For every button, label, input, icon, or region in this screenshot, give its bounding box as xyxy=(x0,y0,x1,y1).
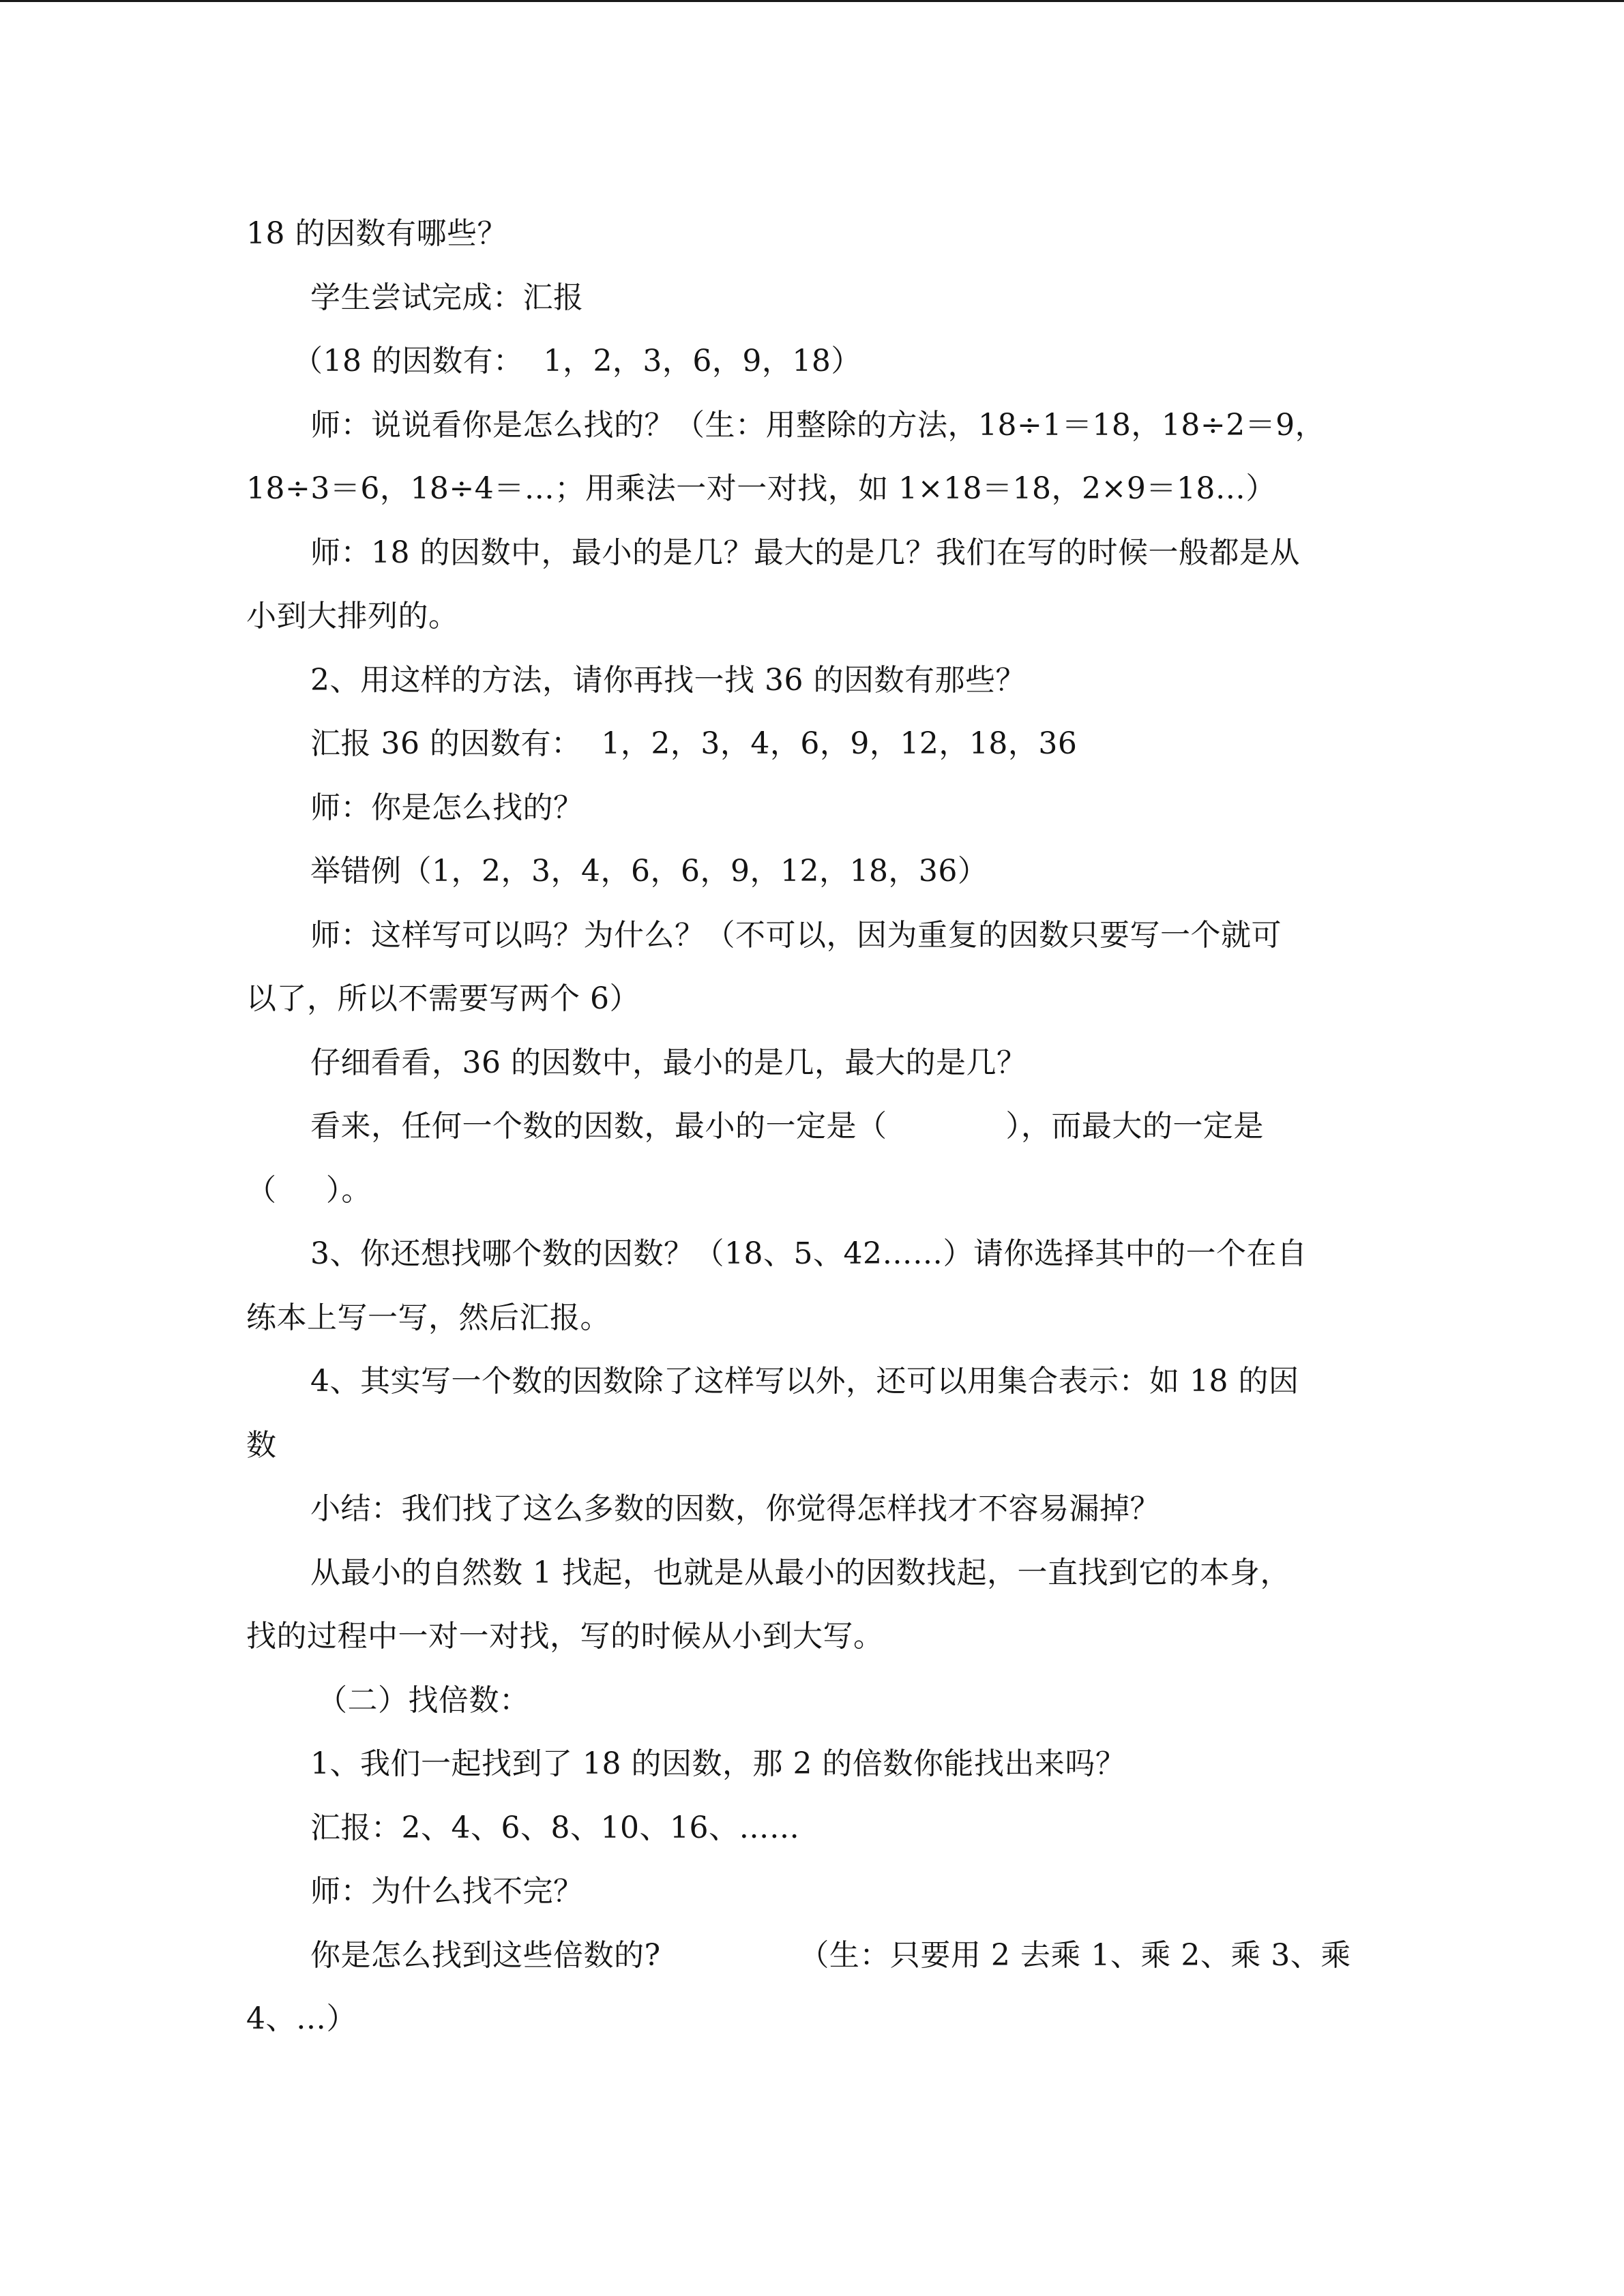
text-line-20: 数 xyxy=(246,1427,277,1463)
page-top-border xyxy=(0,0,1624,2)
text-line-5: 18÷3＝6，18÷4＝…；用乘法一对一对找，如 1×18＝18，2×9＝18…） xyxy=(246,471,1276,506)
text-line-21: 小结：我们找了这么多数的因数，你觉得怎样找才不容易漏掉？ xyxy=(310,1491,1160,1526)
text-line-10: 师：你是怎么找的？ xyxy=(310,790,584,825)
text-line-9: 汇报 36 的因数有： 1，2，3，4，6，9，12，18，36 xyxy=(310,726,1078,761)
text-line-13: 以了，所以不需要写两个 6） xyxy=(246,981,640,1016)
text-line-26: 汇报：2、4、6、8、10、16、…… xyxy=(310,1810,800,1845)
text-line-7: 小到大排列的。 xyxy=(246,599,459,633)
text-line-3: （18 的因数有： 1，2，3，6，9，18） xyxy=(293,344,861,378)
text-line-16: （ ）。 xyxy=(246,1172,372,1208)
text-line-4: 师：说说看你是怎么找的？（生：用整除的方法，18÷1＝18，18÷2＝9， xyxy=(310,407,1326,443)
text-line-27: 师：为什么找不完？ xyxy=(310,1874,584,1909)
text-line-19: 4、其实写一个数的因数除了这样写以外，还可以用集合表示：如 18 的因 xyxy=(310,1364,1299,1399)
text-line-14: 仔细看看，36 的因数中，最小的是几，最大的是几？ xyxy=(310,1045,1027,1080)
text-line-8: 2、用这样的方法，请你再找一找 36 的因数有那些？ xyxy=(310,662,1026,698)
text-line-25: 1、我们一起找到了 18 的因数，那 2 的倍数你能找出来吗？ xyxy=(310,1746,1126,1781)
text-line-28: 你是怎么找到这些倍数的? （生：只要用 2 去乘 1、乘 2、乘 3、乘 xyxy=(310,1937,1351,1973)
text-line-11: 举错例（1，2，3，4，6，6，9，12，18，36） xyxy=(310,854,988,889)
text-line-18: 练本上写一写，然后汇报。 xyxy=(246,1300,610,1335)
text-line-22: 从最小的自然数 1 找起，也就是从最小的因数找起，一直找到它的本身， xyxy=(310,1555,1290,1590)
text-line-17: 3、你还想找哪个数的因数？（18、5、42……）请你选择其中的一个在自 xyxy=(310,1236,1308,1271)
document-body xyxy=(246,202,1378,2051)
text-line-2: 学生尝试完成：汇报 xyxy=(310,280,584,315)
text-line-1: 18 的因数有哪些？ xyxy=(246,216,507,251)
text-line-29: 4、…） xyxy=(246,2001,357,2036)
text-line-23: 找的过程中一对一对找，写的时候从小到大写。 xyxy=(246,1619,884,1654)
text-line-6: 师：18 的因数中，最小的是几？最大的是几？我们在写的时候一般都是从 xyxy=(310,535,1300,570)
section-heading-find-multiples: （二）找倍数： xyxy=(317,1682,530,1718)
text-line-15: 看来，任何一个数的因数，最小的一定是（ ），而最大的一定是 xyxy=(310,1109,1264,1144)
text-line-12: 师：这样写可以吗？为什么？（不可以，因为重复的因数只要写一个就可 xyxy=(310,917,1282,953)
